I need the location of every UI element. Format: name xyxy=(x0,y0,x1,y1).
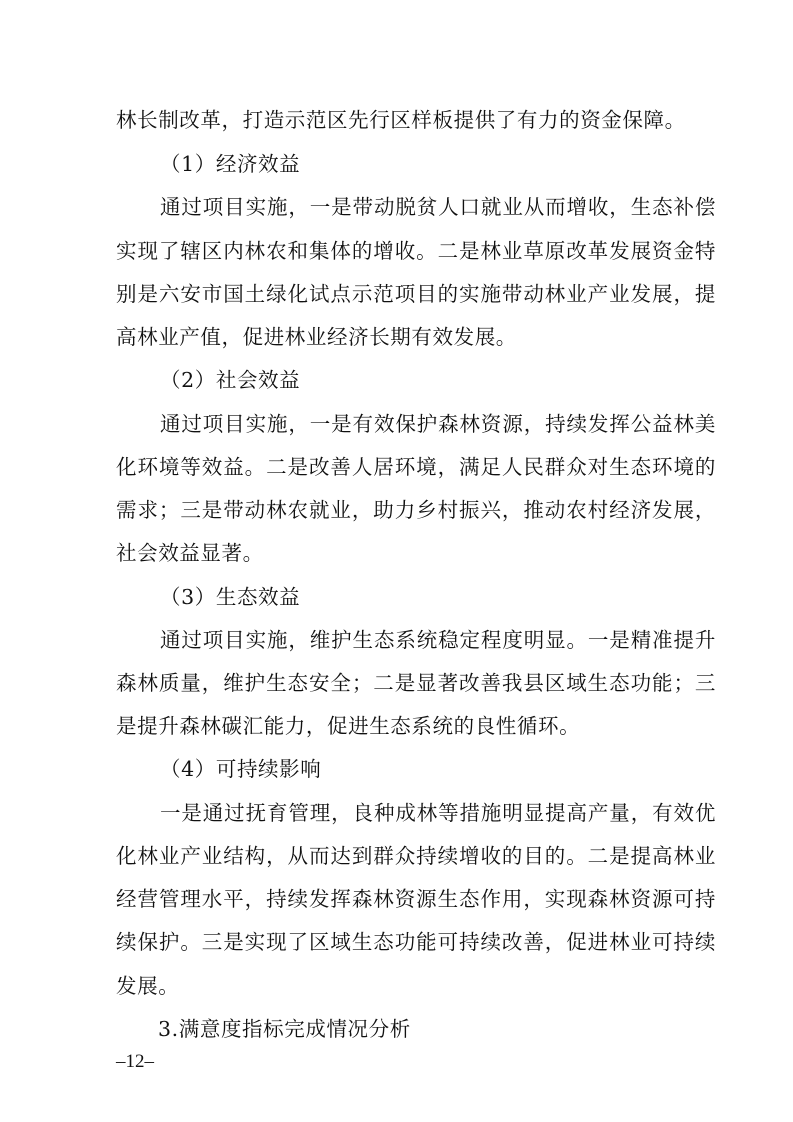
section-heading-economic-benefit: （1）经济效益 xyxy=(160,152,301,176)
paragraph-line: 社会效益显著。 xyxy=(116,541,264,565)
paragraph-line: 林长制改革，打造示范区先行区样板提供了有力的资金保障。 xyxy=(116,108,686,132)
paragraph-line: 森林质量，维护生态安全；二是显著改善我县区域生态功能；三 xyxy=(116,671,716,695)
paragraph-line: 化林业产业结构，从而达到群众持续增收的目的。二是提高林业 xyxy=(116,844,716,868)
paragraph-line: 经营管理水平，持续发挥森林资源生态作用，实现森林资源可持 xyxy=(116,887,716,911)
paragraph-line: 一是通过抚育管理，良种成林等措施明显提高产量，有效优 xyxy=(160,801,716,825)
paragraph-line: 实现了辖区内林农和集体的增收。二是林业草原改革发展资金特 xyxy=(116,239,716,263)
paragraph-line: 高林业产值，促进林业经济长期有效发展。 xyxy=(116,325,517,349)
section-heading-social-benefit: （2）社会效益 xyxy=(160,368,301,392)
section-heading-satisfaction-analysis: 3.满意度指标完成情况分析 xyxy=(158,1017,411,1041)
section-heading-ecological-benefit: （3）生态效益 xyxy=(160,585,301,609)
section-heading-sustainable-impact: （4）可持续影响 xyxy=(160,757,322,781)
paragraph-line: 是提升森林碳汇能力，促进生态系统的良性循环。 xyxy=(116,714,581,738)
paragraph-line: 续保护。三是实现了区域生态功能可持续改善，促进林业可持续 xyxy=(116,930,716,954)
paragraph-line: 别是六安市国土绿化试点示范项目的实施带动林业产业发展，提 xyxy=(116,282,716,306)
page-number: –12– xyxy=(116,1051,154,1072)
paragraph-line: 通过项目实施，一是带动脱贫人口就业从而增收，生态补偿 xyxy=(160,195,716,219)
paragraph-line: 需求；三是带动林农就业，助力乡村振兴，推动农村经济发展， xyxy=(116,498,716,522)
paragraph-line: 通过项目实施，维护生态系统稳定程度明显。一是精准提升 xyxy=(160,628,716,652)
paragraph-line: 化环境等效益。二是改善人居环境，满足人民群众对生态环境的 xyxy=(116,455,716,479)
paragraph-line: 通过项目实施，一是有效保护森林资源，持续发挥公益林美 xyxy=(160,412,716,436)
paragraph-line: 发展。 xyxy=(116,974,180,998)
